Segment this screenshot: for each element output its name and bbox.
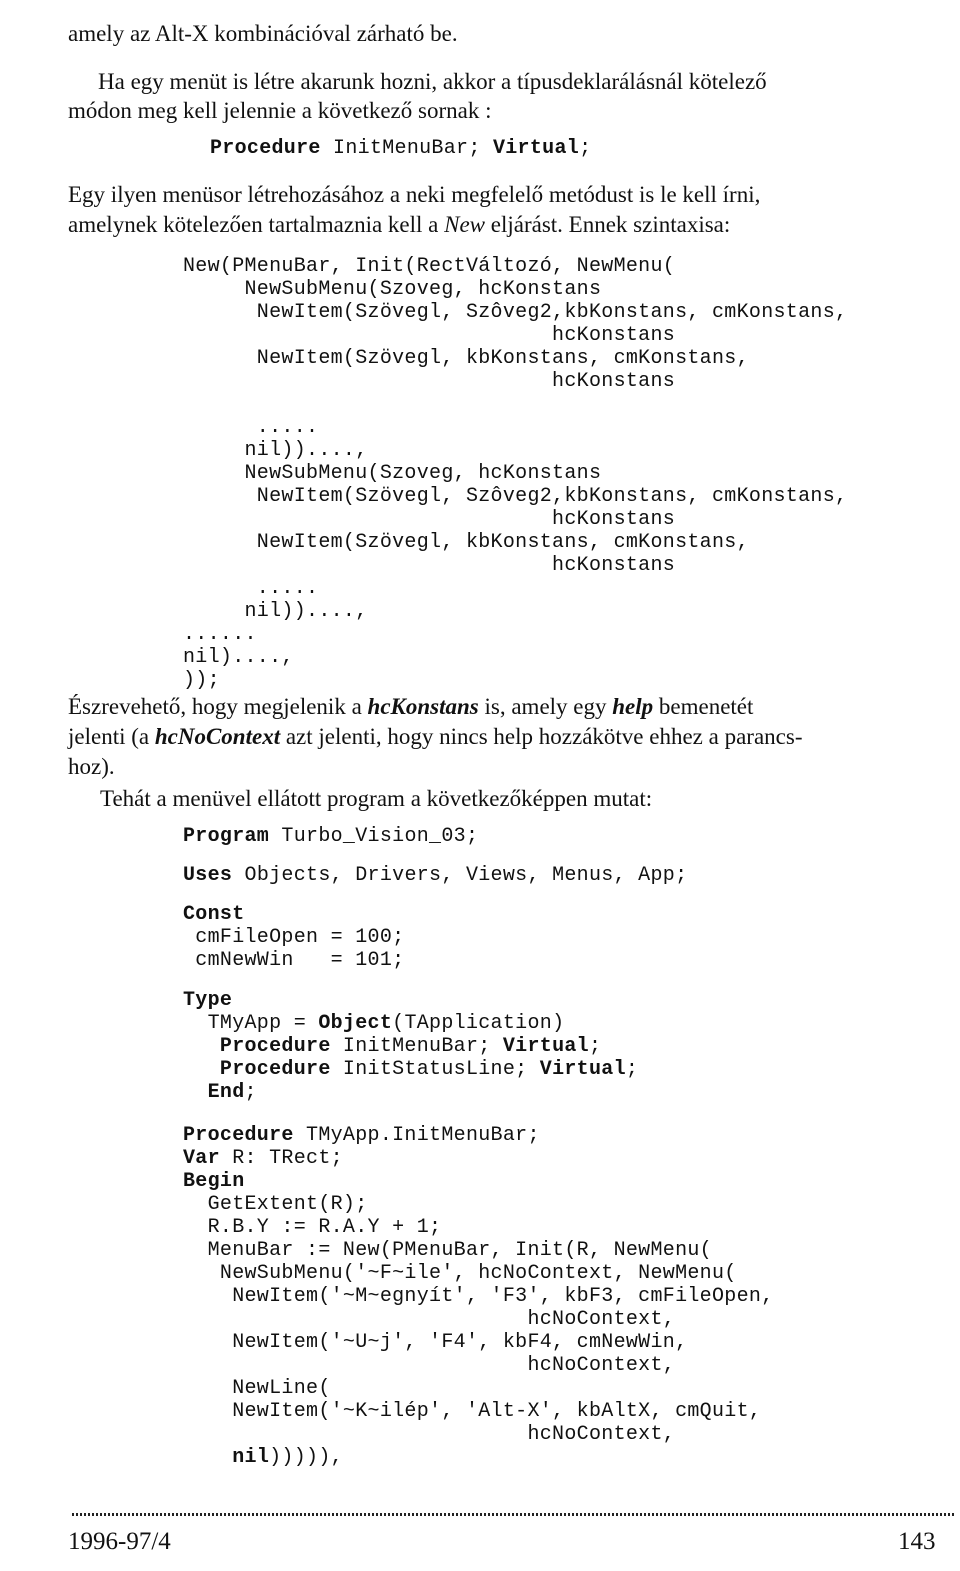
keyword: End — [207, 1081, 245, 1104]
text-span: azt jelenti, hogy nincs help hozzákötve ehhez a parancs- — [280, 724, 803, 749]
syntax-line: NewSubMenu(Szoveg, hcKonstans — [183, 462, 602, 485]
keyword: Var — [183, 1147, 220, 1170]
code-text: ; — [588, 1035, 602, 1058]
keyword: Uses — [183, 864, 233, 887]
paragraph-line: Ha egy menüt is létre akarunk hozni, akkor a típusdeklarálásnál kötelező — [98, 69, 767, 94]
syntax-line: ..... — [183, 416, 319, 439]
last-code-line — [183, 1446, 343, 1469]
keyword: Virtual — [492, 137, 580, 160]
text-span: Észrevehető, hogy megjelenik a — [68, 694, 368, 719]
code-text: ; — [625, 1058, 639, 1081]
syntax-line: nil))...., — [183, 439, 368, 462]
keyword: Virtual — [539, 1058, 626, 1081]
text-span: bemenetét — [653, 694, 754, 719]
emphasis: hcKonstans — [367, 694, 479, 719]
intro-line: amely az Alt-X kombinációval zárható be. — [68, 21, 458, 46]
paragraph-line: Tehát a menüvel ellátott program a következőképpen mutat: — [100, 786, 653, 811]
declaration-line — [210, 137, 591, 160]
code-text: InitMenuBar; — [320, 137, 493, 160]
type-block — [183, 989, 638, 1104]
syntax-line: NewItem(Szövegl, Szôveg2,kbKonstans, cmKonstans, — [183, 485, 848, 508]
syntax-line: hcKonstans — [183, 554, 676, 577]
emphasis: New — [444, 212, 486, 237]
syntax-line: New(PMenuBar, Init(RectVáltozó, NewMenu( — [183, 255, 676, 278]
syntax-line — [183, 393, 847, 416]
keyword: Procedure — [210, 137, 321, 160]
keyword: Procedure — [183, 1124, 294, 1147]
code-text: TMyApp = — [183, 1012, 319, 1035]
code-line: MenuBar := New(PMenuBar, Init(R, NewMenu( — [183, 1239, 712, 1262]
code-text: ; — [244, 1081, 257, 1104]
code-text: Turbo_Vision_03; — [269, 825, 479, 848]
syntax-line: NewItem(Szövegl, Szôveg2,kbKonstans, cmKonstans, — [183, 301, 848, 324]
paragraph-line — [68, 692, 753, 721]
uses-line — [183, 864, 687, 887]
syntax-line: hcKonstans — [183, 508, 676, 531]
code-line: hcNoContext, — [183, 1308, 676, 1331]
syntax-line: NewItem(Szövegl, kbKonstans, cmKonstans, — [183, 531, 749, 554]
paragraph-line: hoz). — [68, 754, 115, 779]
code-line: hcNoContext, — [183, 1423, 676, 1446]
code-text: (TApplication) — [392, 1012, 565, 1035]
keyword: Virtual — [502, 1035, 589, 1058]
issue-number: 1996-97/4 — [68, 1528, 171, 1555]
text-span: eljárást. Ennek szintaxisa: — [485, 212, 731, 237]
code-text: R: TRect; — [219, 1147, 343, 1170]
syntax-code-block — [183, 255, 847, 692]
code-line: NewItem('~U~j', 'F4', kbF4, cmNewWin, — [183, 1331, 688, 1354]
keyword: Program — [183, 825, 270, 848]
keyword: nil — [232, 1446, 270, 1469]
footer-rule — [72, 1513, 955, 1516]
syntax-line: NewItem(Szövegl, kbKonstans, cmKonstans, — [183, 347, 749, 370]
code-text: InitStatusLine; — [330, 1058, 540, 1081]
code-text: TMyApp.InitMenuBar; — [293, 1124, 540, 1147]
code-text: ))))), — [269, 1446, 343, 1469]
keyword: Const — [183, 903, 245, 926]
syntax-line: ...... — [183, 623, 257, 646]
emphasis: hcNoContext — [154, 724, 281, 749]
syntax-line: ..... — [183, 577, 319, 600]
code-text: InitMenuBar; — [330, 1035, 503, 1058]
keyword: Procedure — [219, 1058, 331, 1081]
code-line: GetExtent(R); — [183, 1193, 368, 1216]
syntax-line: nil))...., — [183, 600, 368, 623]
paragraph-line — [68, 210, 730, 239]
syntax-line: hcKonstans — [183, 370, 676, 393]
keyword: Object — [318, 1012, 393, 1035]
keyword: Procedure — [219, 1035, 331, 1058]
paragraph-line: módon meg kell jelennie a következő sornak : — [68, 98, 492, 123]
program-line — [183, 825, 478, 848]
code-text: Objects, Drivers, Views, Menus, App; — [232, 864, 688, 887]
code-line: NewSubMenu('~F~ile', hcNoContext, NewMenu( — [183, 1262, 737, 1285]
code-text: ; — [579, 137, 592, 160]
code-text: cmNewWin = 101; — [183, 949, 405, 972]
keyword: Begin — [183, 1170, 245, 1193]
page-number: 143 — [898, 1528, 936, 1555]
syntax-line: )); — [183, 669, 220, 692]
syntax-line: NewSubMenu(Szoveg, hcKonstans — [183, 278, 602, 301]
text-span: amelynek kötelezően tartalmaznia kell a — [68, 212, 445, 237]
code-line: R.B.Y := R.A.Y + 1; — [183, 1216, 442, 1239]
const-block — [183, 903, 404, 972]
code-line: hcNoContext, — [183, 1354, 676, 1377]
procedure-body — [183, 1193, 774, 1446]
code-line: NewItem('~K~ilép', 'Alt-X', kbAltX, cmQuit, — [183, 1400, 762, 1423]
paragraph-line: Egy ilyen menüsor létrehozásához a neki megfelelő metódust is le kell írni, — [68, 182, 761, 207]
text-span: jelenti (a — [68, 724, 155, 749]
text-span: is, amely egy — [478, 694, 613, 719]
keyword: Type — [183, 989, 233, 1012]
syntax-line: hcKonstans — [183, 324, 676, 347]
code-text: cmFileOpen = 100; — [183, 926, 405, 949]
impl-block — [183, 1124, 540, 1193]
code-line: NewItem('~M~egnyít', 'F3', kbF3, cmFileOpen, — [183, 1285, 774, 1308]
code-line: NewLine( — [183, 1377, 331, 1400]
paragraph-line — [68, 722, 802, 751]
emphasis: help — [612, 694, 654, 719]
syntax-line: nil)...., — [183, 646, 294, 669]
